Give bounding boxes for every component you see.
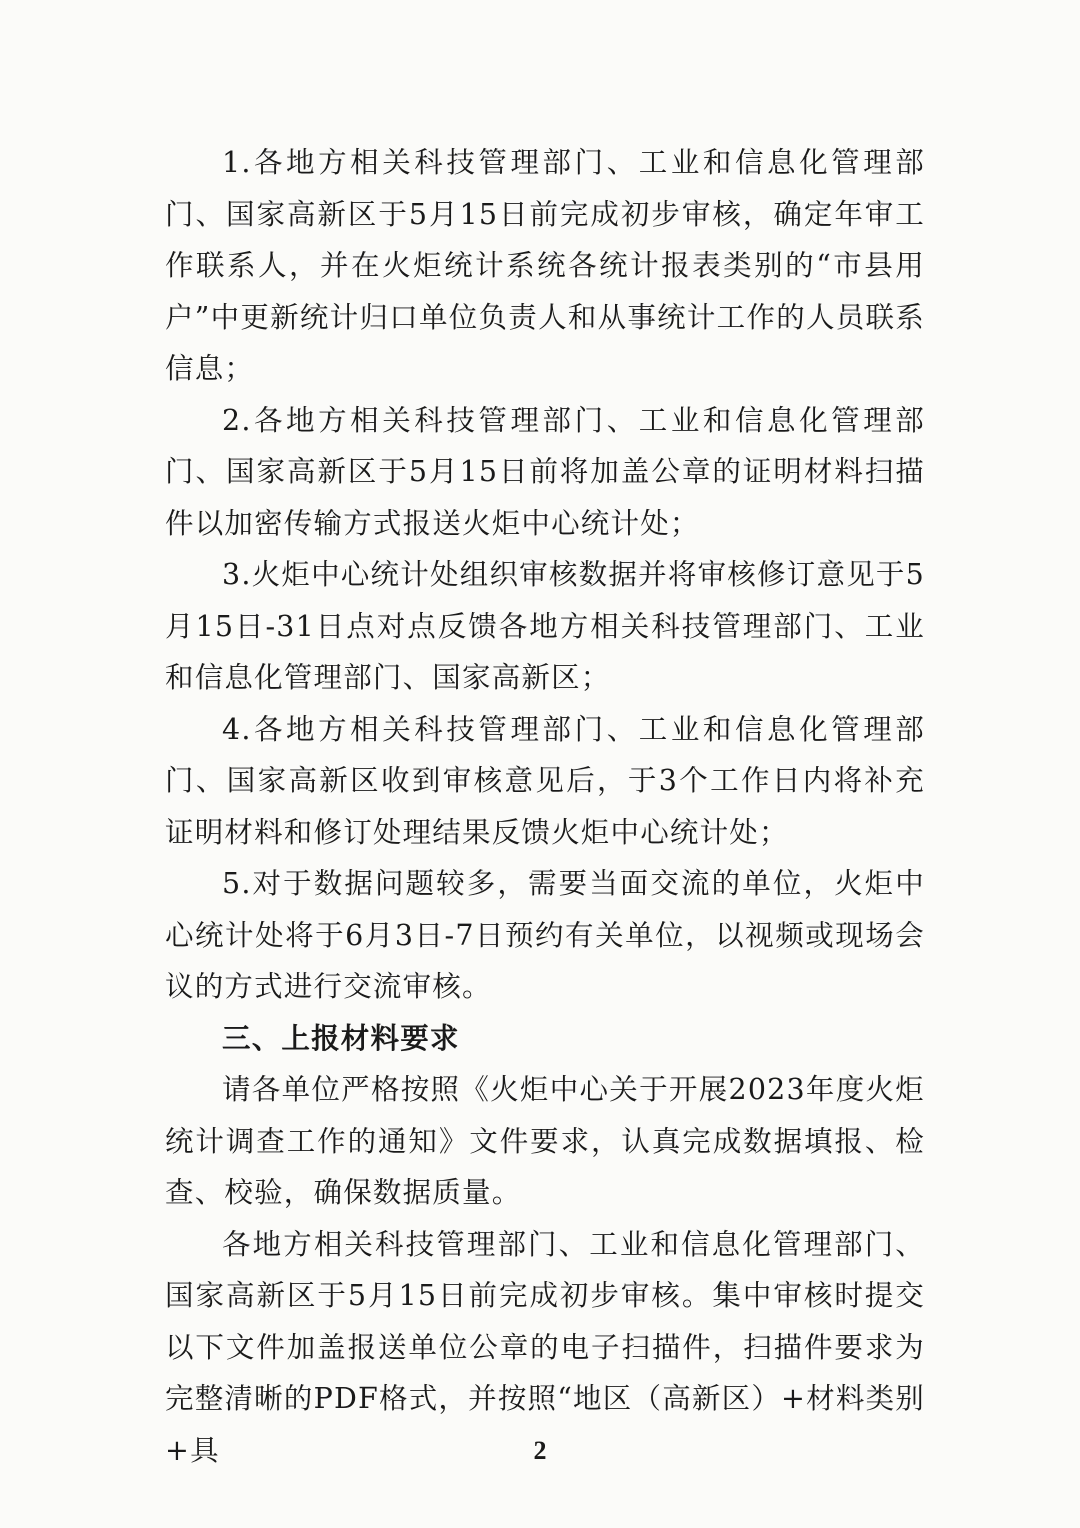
paragraph-item-1: 1.各地方相关科技管理部门、工业和信息化管理部门、国家高新区于5月15日前完成初步审核，确定年审工作联系人，并在火炬统计系统各统计报表类别的“市县用户”中更新统计归口单位负责人和从事统计工作的人员联系信息； [165, 146, 925, 385]
section-heading: 三、上报材料要求 [222, 1021, 460, 1055]
body-text [165, 137, 925, 1476]
paragraph-item-2: 2.各地方相关科技管理部门、工业和信息化管理部门、国家高新区于5月15日前将加盖公章的证明材料扫描件以加密传输方式报送火炬中心统计处； [165, 403, 925, 540]
paragraph-item-4: 4.各地方相关科技管理部门、工业和信息化管理部门、国家高新区收到审核意见后，于3个工作日内将补充证明材料和修订处理结果反馈火炬中心统计处； [165, 712, 925, 849]
section-paragraph-2: 各地方相关科技管理部门、工业和信息化管理部门、国家高新区于5月15日前完成初步审核。集中审核时提交以下文件加盖报送单位公章的电子扫描件，扫描件要求为完整清晰的PDF格式，并按照“地区（高新区）+材料类别+具 [165, 1227, 925, 1467]
page-number: 2 [533, 1436, 547, 1465]
section-paragraph-1: 请各单位严格按照《火炬中心关于开展2023年度火炬统计调查工作的通知》文件要求，认真完成数据填报、检查、校验，确保数据质量。 [165, 1073, 925, 1209]
paragraph-item-3: 3.火炬中心统计处组织审核数据并将审核修订意见于5月15日-31日点对点反馈各地方相关科技管理部门、工业和信息化管理部门、国家高新区； [165, 558, 925, 694]
paragraph-item-5: 5.对于数据问题较多，需要当面交流的单位，火炬中心统计处将于6月3日-7日预约有关单位，以视频或现场会议的方式进行交流审核。 [165, 867, 925, 1003]
